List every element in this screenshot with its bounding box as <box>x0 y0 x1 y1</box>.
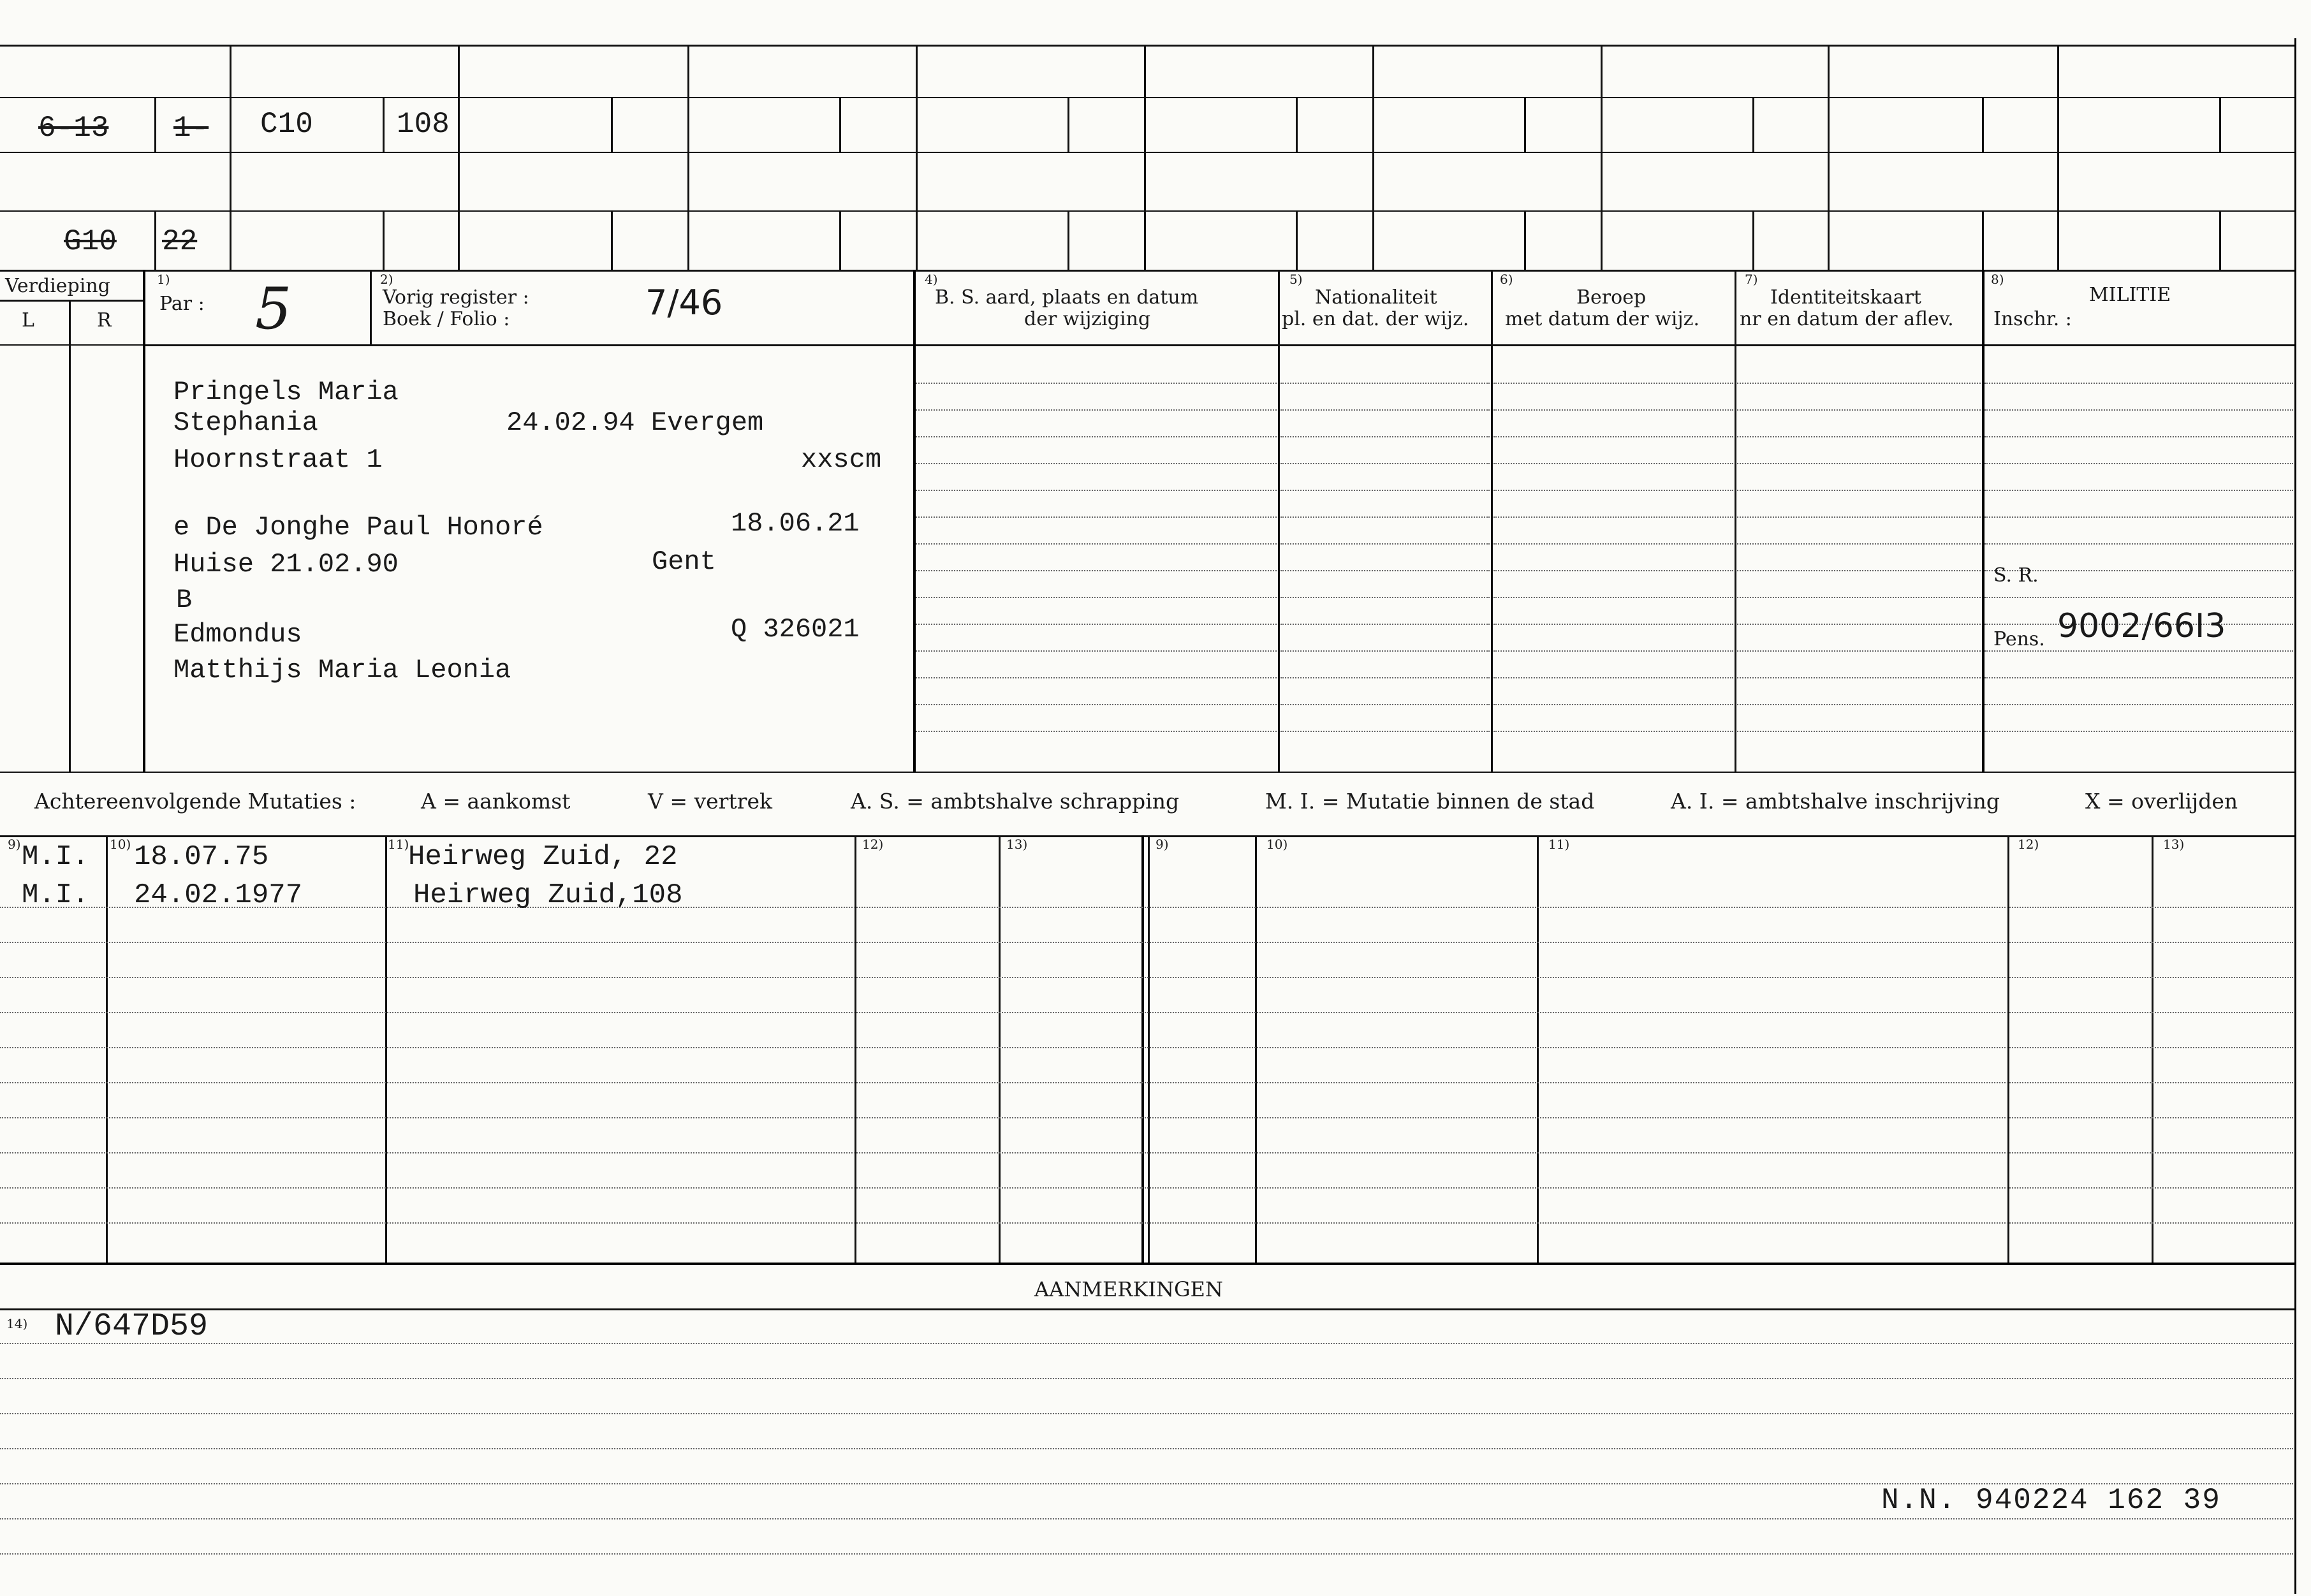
nat-label-1: Nationaliteit <box>1315 286 1437 309</box>
mut-col <box>855 835 856 1263</box>
dotted-line <box>916 677 1277 678</box>
legend-ai: A. I. = ambtshalve inschrijving <box>1671 789 2000 814</box>
beroep-label-2: met datum der wijz. <box>1505 308 1699 330</box>
dotted-line <box>1737 597 1981 598</box>
dotted-line <box>1737 409 1981 411</box>
id-label-1: Identiteitskaart <box>1770 286 1921 309</box>
mut-col <box>1255 835 1257 1263</box>
dotted-line <box>0 1448 2293 1449</box>
pens-value: 9002/66I3 <box>2057 607 2226 645</box>
grid-col <box>2057 45 2059 270</box>
dotted-line <box>1985 650 2293 652</box>
grid-col <box>1067 97 1069 152</box>
mutation-date: 18.07.75 <box>134 841 269 873</box>
dotted-line <box>1493 463 1733 464</box>
dotted-line <box>1493 490 1733 491</box>
vorig-register-value: 7/46 <box>645 282 723 323</box>
dotted-line <box>916 383 1277 384</box>
mut-col <box>385 835 387 1263</box>
mutation-date: 24.02.1977 <box>134 879 303 911</box>
pens-label: Pens. <box>1993 628 2045 650</box>
dotted-line <box>1493 543 1733 545</box>
dotted-line <box>0 1152 2293 1153</box>
grid-rule <box>0 152 2296 153</box>
note-2: 2) <box>380 272 393 287</box>
dotted-line <box>916 624 1277 625</box>
dotted-line <box>916 570 1277 571</box>
grid-col <box>687 45 689 270</box>
mut-h12b: 12) <box>2018 837 2039 852</box>
dotted-line <box>1985 516 2293 518</box>
dotted-line <box>1985 436 2293 437</box>
lr-divider <box>69 300 71 772</box>
dotted-line <box>1737 677 1981 678</box>
dotted-line <box>916 436 1277 437</box>
verdieping-rule <box>0 300 145 302</box>
dotted-line <box>1985 543 2293 545</box>
dotted-line <box>1493 597 1733 598</box>
dotted-line <box>1280 704 1490 705</box>
mut-col <box>1537 835 1539 1263</box>
mut-col <box>2152 835 2153 1263</box>
dotted-line <box>1985 383 2293 384</box>
note-4: 4) <box>925 272 938 287</box>
grid-col <box>154 97 156 152</box>
grid-col <box>1982 210 1984 270</box>
col-divider <box>370 270 372 344</box>
mut-h13b: 13) <box>2163 837 2185 852</box>
mut-h10b: 10) <box>1266 837 1288 852</box>
legend-a: A = aankomst <box>421 789 571 814</box>
dotted-line <box>0 1082 2293 1083</box>
dotted-line <box>1737 436 1981 437</box>
dotted-line <box>0 1117 2293 1118</box>
dotted-line <box>916 516 1277 518</box>
grid-col <box>1752 210 1754 270</box>
dotted-line <box>1737 570 1981 571</box>
mother-name: Matthijs Maria Leonia <box>173 655 511 685</box>
legend-title: Achtereenvolgende Mutaties : <box>34 789 356 814</box>
grid-col <box>383 97 385 152</box>
dotted-line <box>1493 516 1733 518</box>
code-row3-a: G10 <box>64 225 117 258</box>
dotted-line <box>916 490 1277 491</box>
dotted-line <box>0 1518 2293 1519</box>
grid-col <box>1372 45 1374 270</box>
grid-col <box>916 45 918 270</box>
verdieping-label: Verdieping <box>5 275 110 297</box>
l-label: L <box>22 309 34 332</box>
mutation-address: Heirweg Zuid, 22 <box>408 841 678 873</box>
mutation-address: Heirweg Zuid,108 <box>413 879 683 911</box>
inschr-label: Inschr. : <box>1993 308 2072 330</box>
dotted-line <box>1280 677 1490 678</box>
mut-h9b: 9) <box>1156 837 1169 852</box>
mutation-type: M.I. <box>22 841 89 873</box>
grid-col <box>230 45 231 270</box>
code-row3-b: 22 <box>162 225 198 258</box>
note-14: 14) <box>6 1316 28 1331</box>
person-code: xxscm <box>801 444 882 475</box>
grid-col <box>1524 97 1526 152</box>
mut-col <box>2007 835 2009 1263</box>
dotted-line <box>1493 570 1733 571</box>
spouse-birth: Huise 21.02.90 <box>173 549 399 580</box>
mut-col <box>106 835 108 1263</box>
col-divider <box>1491 270 1493 772</box>
dotted-line <box>1737 731 1981 732</box>
right-border <box>2294 38 2296 1594</box>
code-row1-b: 1- <box>173 112 209 145</box>
dotted-line <box>1280 597 1490 598</box>
note-6: 6) <box>1500 272 1513 287</box>
dotted-line <box>916 731 1277 732</box>
mut-col <box>999 835 1001 1263</box>
legend-v: V = vertrek <box>648 789 772 814</box>
dotted-line <box>1280 383 1490 384</box>
grid-col <box>383 210 385 270</box>
col-divider <box>1735 270 1736 772</box>
grid-col <box>1752 97 1754 152</box>
dotted-line <box>916 597 1277 598</box>
dotted-line <box>1280 624 1490 625</box>
dotted-line <box>0 1553 2293 1555</box>
grid-col <box>2219 97 2221 152</box>
dotted-line <box>1280 490 1490 491</box>
dotted-line <box>0 1012 2293 1013</box>
dotted-line <box>1737 624 1981 625</box>
legend-x: X = overlijden <box>2085 789 2238 814</box>
dotted-line <box>1737 490 1981 491</box>
dotted-line <box>1280 731 1490 732</box>
id-code: Q 326021 <box>731 614 860 645</box>
legend-as: A. S. = ambtshalve schrapping <box>851 789 1180 814</box>
code-row1-d: 108 <box>397 108 450 141</box>
grid-col <box>611 210 613 270</box>
dotted-line <box>1493 677 1733 678</box>
dotted-line <box>1985 704 2293 705</box>
spouse-place: Gent <box>652 546 716 577</box>
dotted-line <box>1493 731 1733 732</box>
note-8: 8) <box>1991 272 2004 287</box>
dotted-line <box>1985 597 2293 598</box>
grid-rule <box>0 97 2296 98</box>
mut-h11: 11) <box>388 837 409 852</box>
col-divider <box>1278 270 1280 772</box>
remarks-title: AANMERKINGEN <box>1034 1277 1223 1301</box>
remarks-value: N/647D59 <box>55 1308 209 1345</box>
note-7: 7) <box>1745 272 1758 287</box>
person-name: Pringels Maria <box>173 377 399 407</box>
dotted-line <box>0 907 2293 908</box>
dotted-line <box>916 409 1277 411</box>
section-bottom <box>0 772 2294 773</box>
spouse-date: 18.06.21 <box>731 508 860 539</box>
mut-h10: 10) <box>110 837 131 852</box>
national-number: N.N. 940224 162 39 <box>1881 1484 2221 1517</box>
dotted-line <box>1737 383 1981 384</box>
grid-col <box>1828 45 1830 270</box>
grid-col <box>1296 210 1298 270</box>
dotted-line <box>1737 650 1981 652</box>
grid-col <box>839 210 841 270</box>
bs-label-2: der wijziging <box>1024 308 1151 330</box>
dotted-line <box>1280 463 1490 464</box>
col-divider <box>913 270 916 772</box>
mut-col-center <box>1148 835 1150 1263</box>
dotted-line <box>1493 704 1733 705</box>
section-rule <box>145 344 2294 346</box>
dotted-line <box>1493 624 1733 625</box>
note-1: 1) <box>157 272 170 287</box>
par-value: 5 <box>255 275 292 342</box>
grid-col <box>1296 97 1298 152</box>
militie-label: MILITIE <box>2089 284 2171 306</box>
dotted-line <box>0 942 2293 943</box>
vorig-register-label: Vorig register : <box>383 286 529 309</box>
sr-label: S. R. <box>1993 564 2039 587</box>
grid-col <box>839 97 841 152</box>
dotted-line <box>0 1413 2293 1414</box>
nat-label-2: pl. en dat. der wijz. <box>1282 308 1469 330</box>
dotted-line <box>1985 490 2293 491</box>
mutations-top <box>0 835 2294 837</box>
person-address: Hoornstraat 1 <box>173 444 383 475</box>
dotted-line <box>916 650 1277 652</box>
note-5: 5) <box>1289 272 1303 287</box>
dotted-line <box>1280 409 1490 411</box>
dotted-line <box>0 1483 2293 1484</box>
bs-label-1: B. S. aard, plaats en datum <box>935 286 1199 309</box>
father-name: Edmondus <box>173 619 302 650</box>
dotted-line <box>1493 650 1733 652</box>
mut-h12: 12) <box>862 837 884 852</box>
dotted-line <box>916 704 1277 705</box>
dotted-line <box>0 1343 2293 1344</box>
col-divider <box>1982 270 1985 772</box>
legend-mi: M. I. = Mutatie binnen de stad <box>1265 789 1595 814</box>
grid-rule <box>0 270 2296 272</box>
dotted-line <box>1493 383 1733 384</box>
dotted-line <box>0 1222 2293 1224</box>
remarks-rule <box>0 1308 2294 1310</box>
r-label: R <box>97 309 112 332</box>
dotted-line <box>1280 516 1490 518</box>
beroep-label-1: Beroep <box>1576 286 1647 309</box>
section-rule <box>0 344 145 346</box>
mut-h9: 9) <box>8 837 21 852</box>
spouse-name: e De Jonghe Paul Honoré <box>173 512 543 543</box>
mutations-bottom <box>0 1263 2294 1265</box>
dotted-line <box>1985 677 2293 678</box>
dotted-line <box>0 977 2293 978</box>
grid-col <box>1982 97 1984 152</box>
dotted-line <box>916 543 1277 545</box>
dotted-line <box>1493 436 1733 437</box>
dotted-line <box>0 1047 2293 1048</box>
id-label-2: nr en datum der aflev. <box>1740 308 1954 330</box>
dotted-line <box>1737 516 1981 518</box>
dotted-line <box>0 1187 2293 1189</box>
grid-col <box>1067 210 1069 270</box>
par-label: Par : <box>159 293 205 315</box>
dotted-line <box>1985 463 2293 464</box>
top-rule <box>0 45 2296 47</box>
col-divider <box>143 270 145 772</box>
grid-col <box>1601 45 1603 270</box>
dotted-line <box>1280 543 1490 545</box>
dotted-line <box>1493 409 1733 411</box>
code-row1-c: C10 <box>260 108 313 141</box>
dotted-line <box>1985 409 2293 411</box>
grid-rule <box>0 210 2296 212</box>
dotted-line <box>1280 436 1490 437</box>
grid-col <box>2219 210 2221 270</box>
dotted-line <box>1737 463 1981 464</box>
grid-col <box>611 97 613 152</box>
dotted-line <box>1737 543 1981 545</box>
grid-col <box>154 210 156 270</box>
nationality-code: B <box>176 585 193 615</box>
boek-folio-label: Boek / Folio : <box>383 308 510 330</box>
person-birth: 24.02.94 Evergem <box>506 407 764 438</box>
grid-col <box>1144 45 1146 270</box>
mut-h13: 13) <box>1006 837 1028 852</box>
dotted-line <box>1280 650 1490 652</box>
dotted-line <box>1280 570 1490 571</box>
mutation-type: M.I. <box>22 879 89 911</box>
dotted-line <box>916 463 1277 464</box>
grid-col <box>458 45 460 270</box>
dotted-line <box>1985 731 2293 732</box>
grid-col <box>1524 210 1526 270</box>
dotted-line <box>1737 704 1981 705</box>
mut-h11b: 11) <box>1548 837 1570 852</box>
dotted-line <box>0 1378 2293 1379</box>
person-firstname: Stephania <box>173 407 318 438</box>
mut-col-center <box>1141 835 1144 1263</box>
code-row1-a: 6-13 <box>38 112 109 145</box>
